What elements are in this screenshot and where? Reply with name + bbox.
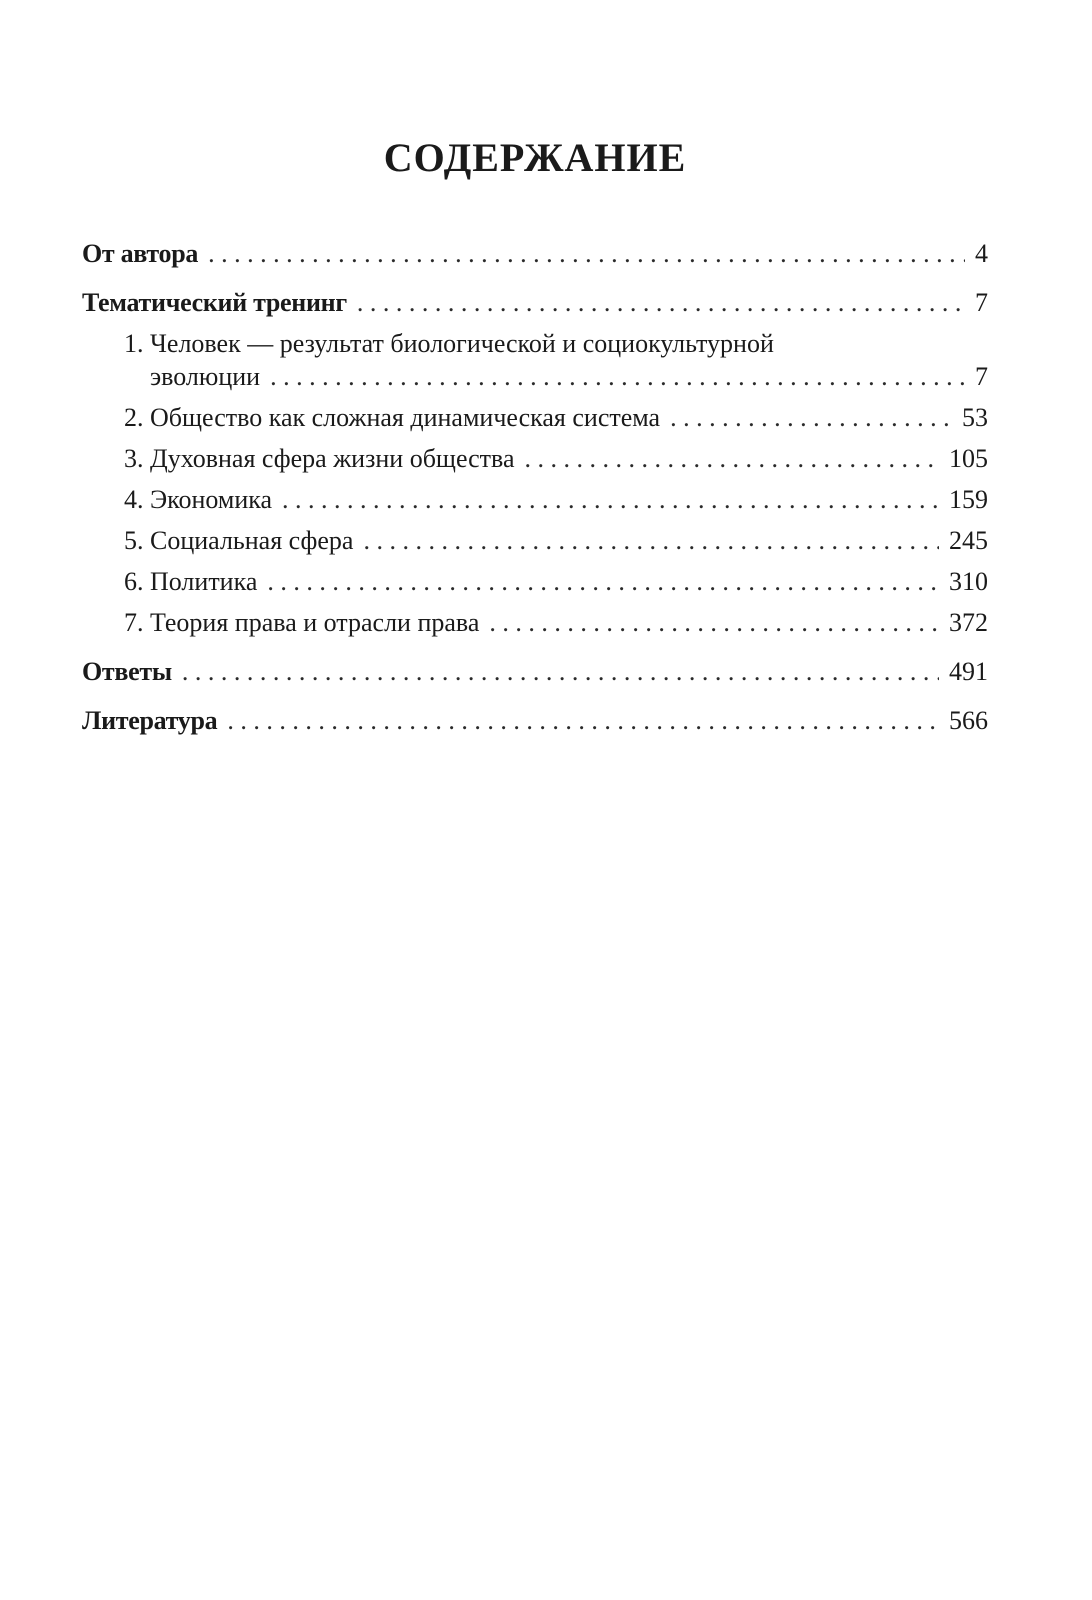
toc-entry-from-author[interactable] [82,237,988,271]
toc-chapter-5[interactable] [124,524,988,558]
toc-chapter-6[interactable] [124,565,988,599]
toc-entry-label: 6. Политика [124,567,258,596]
toc-entry-label: 3. Духовная сфера жизни общества [124,444,515,473]
toc-entry-label: Литература [82,706,218,735]
page-title: СОДЕРЖАНИЕ [383,135,687,180]
toc-entry-thematic-training[interactable] [82,286,988,320]
toc-entry-label: 4. Экономика [124,485,273,514]
toc-chapter-4[interactable] [124,483,988,517]
toc-page-number: 159 [949,485,988,514]
toc-page-number: 7 [975,362,988,391]
dot-leader [282,483,939,517]
toc-entry-label: эволюции [150,362,261,391]
toc-entry-label: Ответы [82,657,172,686]
toc-page-number: 245 [949,526,988,555]
dot-leader [227,704,939,738]
toc-page-number: 372 [949,608,988,637]
dot-leader [489,606,939,640]
toc-entry-answers[interactable] [82,655,988,689]
toc-entry-label: 2. Общество как сложная динамическая система [124,403,661,432]
toc-page-number: 566 [949,706,988,735]
toc-entry-label: 7. Теория права и отрасли права [124,608,480,637]
toc-page-number: 310 [949,567,988,596]
dot-leader [525,442,939,476]
toc-page-number: 105 [949,444,988,473]
toc-page-number: 7 [975,288,988,317]
toc-chapter-1-line1[interactable]: 1. Человек — результат биологической и социокультурной [124,329,774,358]
toc-page-number: 53 [962,403,988,432]
dot-leader [270,360,965,394]
toc-chapter-1[interactable] [150,360,988,394]
dot-leader [670,401,952,435]
toc-entry-label: 5. Социальная сфера [124,526,354,555]
toc-chapter-2[interactable] [124,401,988,435]
toc-page-number: 4 [975,239,988,268]
toc-page-number: 491 [949,657,988,686]
toc-entry-label: От автора [82,239,199,268]
toc-chapter-7[interactable] [124,606,988,640]
dot-leader [208,237,965,271]
toc-entry-literature[interactable] [82,704,988,738]
dot-leader [363,524,939,558]
dot-leader [357,286,965,320]
toc-entry-label: Тематический тренинг [82,288,347,317]
dot-leader [267,565,939,599]
toc-chapter-3[interactable] [124,442,988,476]
dot-leader [182,655,939,689]
